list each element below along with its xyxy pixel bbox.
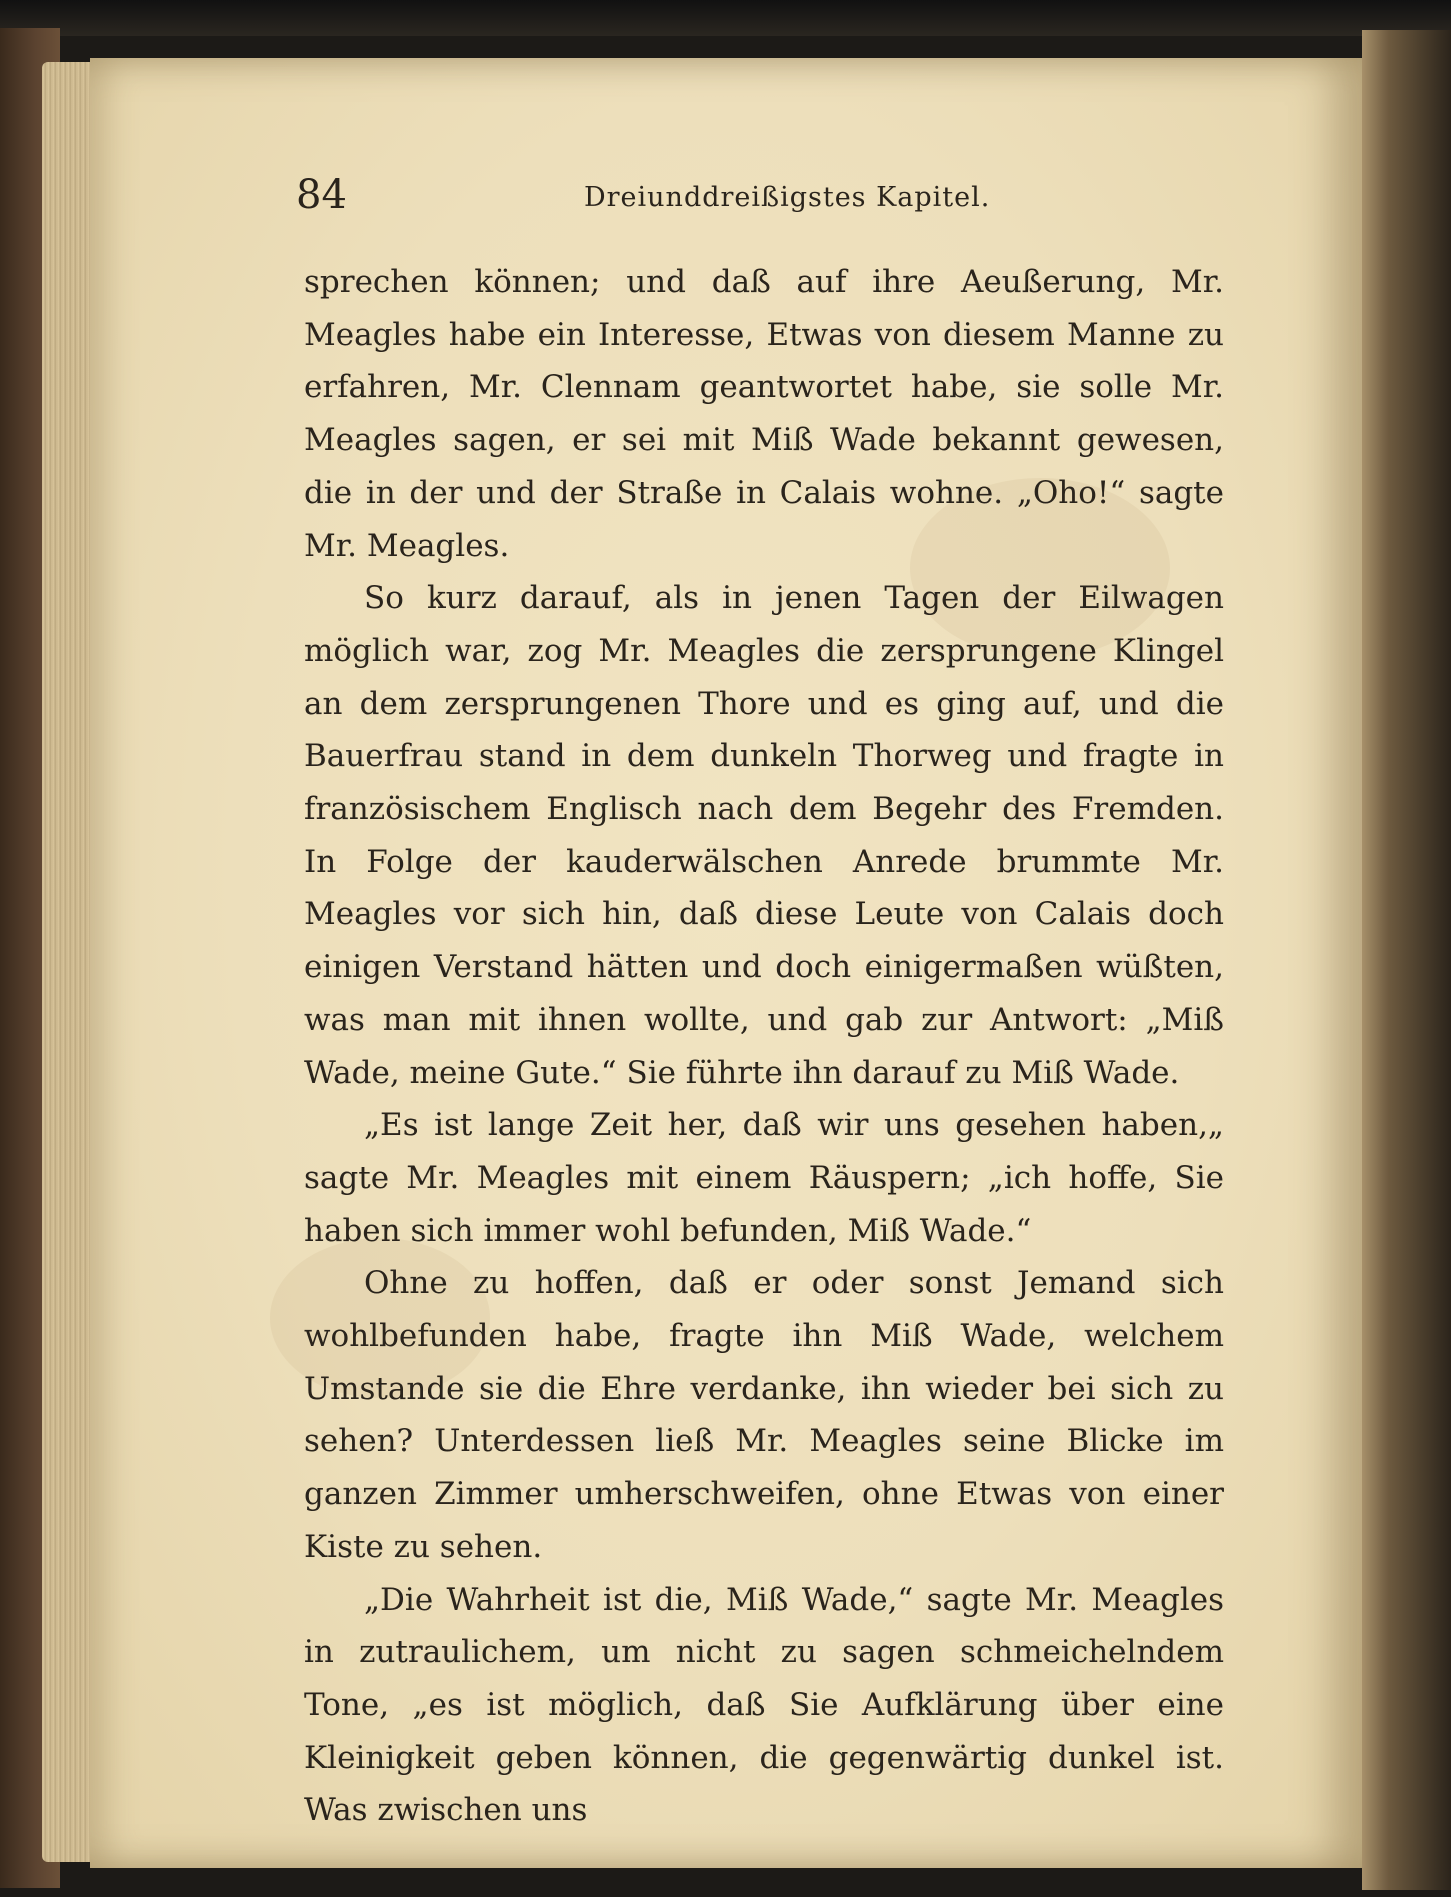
body-text — [304, 256, 1224, 1837]
page-header — [296, 172, 1226, 222]
paragraph: „Es ist lange Zeit her, daß wir uns gesehen haben,„ sagte Mr. Meagles mit einem Räuspern; „ich hoffe, Sie haben sich immer wohl befunden, Miß Wade.“ — [304, 1107, 1224, 1249]
paragraph: Ohne zu hoffen, daß er oder sonst Jemand sich wohlbefunden habe, fragte ihn Miß Wade, welchem Umstande sie die Ehre verdanke, ihn wieder bei sich zu sehen? Unterdessen ließ Mr. Meagles seine Blicke im ganzen Zimmer umherschweifen, ohne Etwas von einer Kiste zu sehen. — [304, 1265, 1224, 1565]
page-number: 84 — [296, 172, 347, 218]
scan-background-top — [0, 0, 1451, 36]
running-head: Dreiunddreißigstes Kapitel. — [584, 182, 991, 213]
paragraph: „Die Wahrheit ist die, Miß Wade,“ sagte Mr. Meagles in zutraulichem, um nicht zu sagen schmeichelndem Tone, „es ist möglich, daß Sie Aufklärung über eine Kleinigkeit geben können, die gegenwärtig dunkel ist. Was zwischen uns — [304, 1581, 1224, 1829]
paragraph: So kurz darauf, als in jenen Tagen der Eilwagen möglich war, zog Mr. Meagles die zersprungene Klingel an dem zersprungenen Thore und es ging auf, und die Bauerfrau stand in dem dunkeln Thorweg und fragte in französischem Englisch nach dem Begehr des Fremden. In Folge der kauderwälschen Anrede brummte Mr. Meagles vor sich hin, daß diese Leute von Calais doch einigen Verstand hätten und doch einigermaßen wüßten, was man mit ihnen wollte, und gab zur Antwort: „Miß Wade, meine Gute.“ Sie führte ihn darauf zu Miß Wade. — [304, 580, 1224, 1091]
paragraph: sprechen können; und daß auf ihre Aeußerung, Mr. Meagles habe ein Interesse, Etwas von diesem Manne zu erfahren, Mr. Clennam geantwortet habe, sie solle Mr. Meagles sagen, er sei mit Miß Wade bekannt gewesen, die in der und der Straße in Calais wohne. „Oho!“ sagte Mr. Meagles. — [304, 264, 1224, 564]
book-gutter — [1362, 30, 1451, 1890]
